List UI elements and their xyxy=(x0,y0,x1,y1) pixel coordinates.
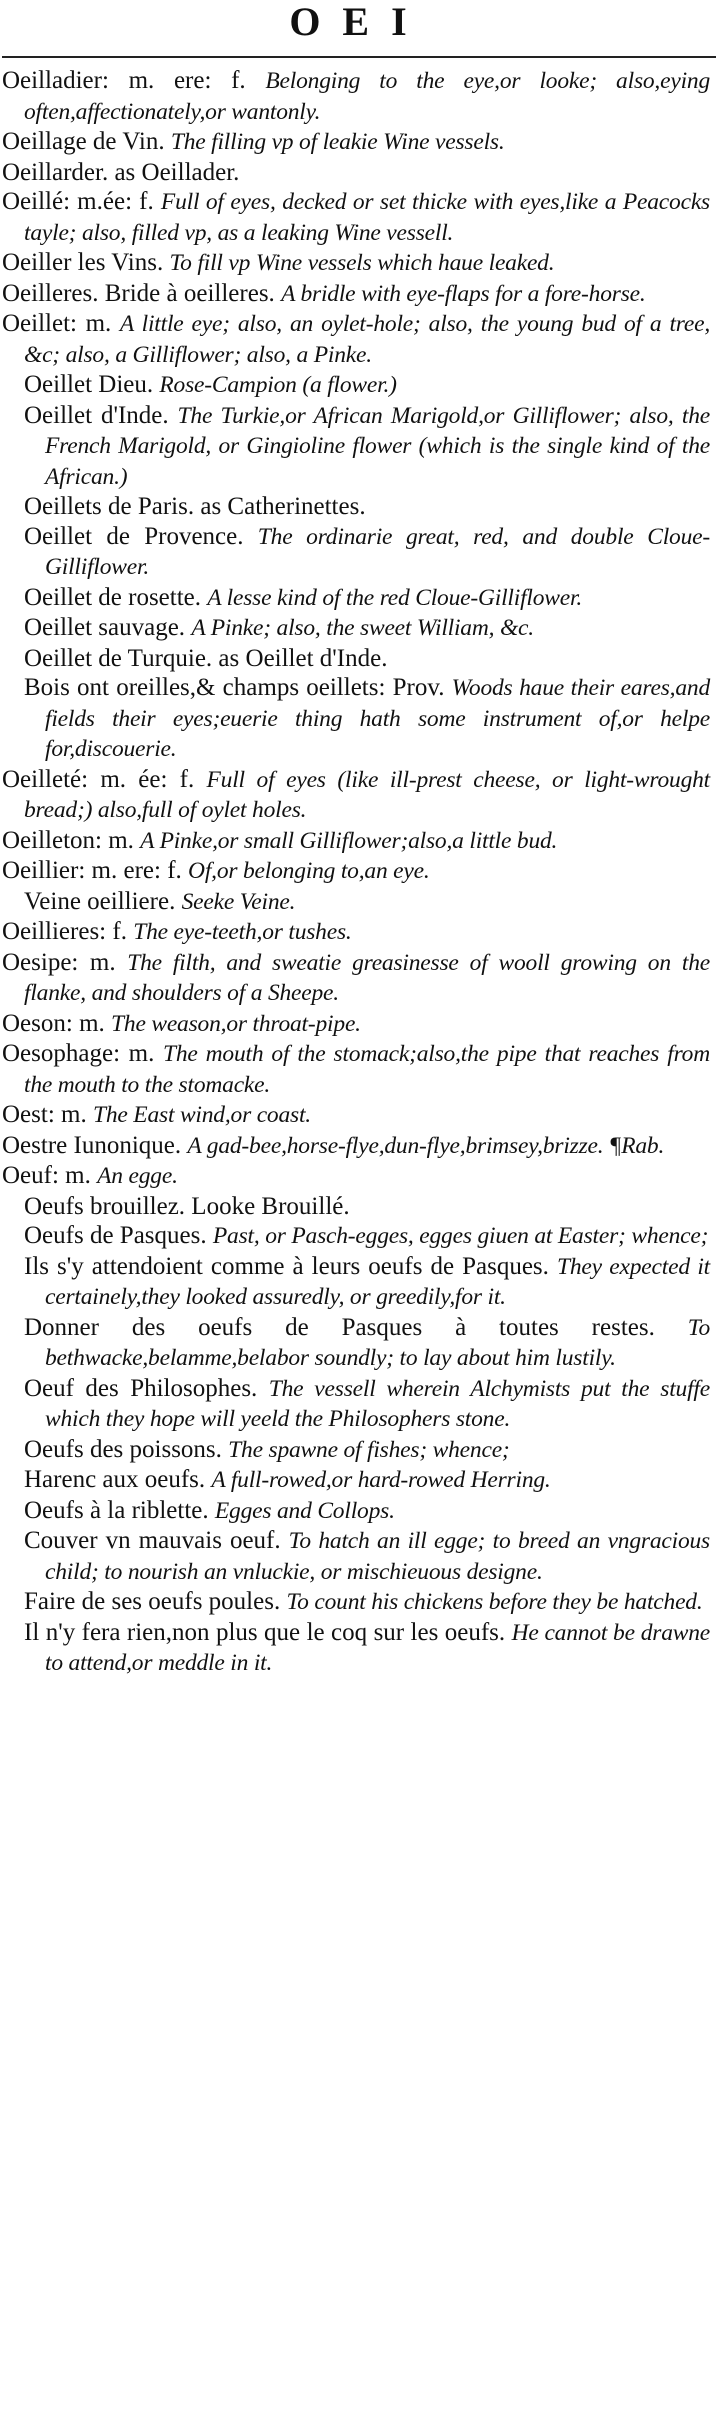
entry-gloss: To hatch an ill egge; to breed an vngracious child; to nourish an vnluckie, or mischieuous designe. xyxy=(45,1528,710,1585)
entry-headword: Oeillarder. as Oeillader. xyxy=(2,158,240,186)
sub-entry xyxy=(2,1252,710,1313)
entry-headword: Oeufs des poissons. xyxy=(24,1435,222,1463)
entry-headword: Oesophage: m. xyxy=(2,1040,155,1067)
sub-entry xyxy=(2,1587,710,1618)
entry-gloss: He cannot be drawne to attend,or meddle in it. xyxy=(45,1619,710,1676)
entry-headword: Oeillet d'Inde. xyxy=(24,401,169,429)
entry-headword: Oeillets de Paris. as Catherinettes. xyxy=(24,493,366,520)
entry-gloss: A little eye; also, an oylet-hole; also, the young bud of a tree, &c; also, a Gilliflower; also, a Pinke. xyxy=(24,311,711,368)
running-head: OEI xyxy=(289,0,429,44)
entry-headword: Oeilleres. Bride à oeilleres. xyxy=(2,279,275,307)
entry-headword: Oeillet sauvage. xyxy=(24,614,186,641)
dictionary-entry xyxy=(2,948,710,1009)
entry-headword: Oeillet de Turquie. as Oeillet d'Inde. xyxy=(24,644,388,672)
sub-entry xyxy=(2,1221,710,1252)
entry-headword: Harenc aux oeufs. xyxy=(24,1466,206,1493)
entry-headword: Oeillage de Vin. xyxy=(2,128,165,155)
dictionary-entry xyxy=(2,1131,710,1162)
entry-headword: Faire de ses oeufs poules. xyxy=(24,1588,281,1615)
entry-gloss: The spawne of fishes; whence; xyxy=(228,1436,510,1463)
entry-gloss: Full of eyes, decked or set thicke with eyes,like a Peacocks tayle; also, filled vp, as a leaking Wine vessell. xyxy=(24,189,710,246)
entry-gloss: Rose-Campion (a flower.) xyxy=(159,372,397,398)
entry-headword: Donner des oeufs de Pasques à toutes restes. xyxy=(24,1313,655,1341)
entry-gloss: An egge. xyxy=(97,1163,178,1189)
sub-entry xyxy=(2,644,710,674)
entry-gloss: To count his chickens before they be hatched. xyxy=(286,1589,703,1615)
entry-gloss: A Pinke,or small Gilliflower;also,a little bud. xyxy=(140,827,558,854)
entry-headword: Oeuf des Philosophes. xyxy=(24,1374,258,1402)
sub-entry xyxy=(2,1618,710,1679)
entry-gloss: Past, or Pasch-egges, egges giuen at Easter; whence; xyxy=(212,1223,709,1249)
entry-gloss: A lesse kind of the red Cloue-Gilliflower. xyxy=(207,584,583,611)
entry-headword: Oeuf: m. xyxy=(2,1162,91,1189)
sub-entry xyxy=(2,401,710,493)
sub-entry xyxy=(2,673,710,765)
dictionary-entry xyxy=(2,765,710,826)
entry-headword: Oeillet: m. xyxy=(2,310,112,337)
dictionary-entry xyxy=(2,66,710,127)
entry-headword: Oeillet Dieu. xyxy=(24,371,154,398)
entry-headword: Oeiller les Vins. xyxy=(2,249,164,276)
entry-gloss: The Turkie,or African Marigold,or Gilliflower; also, the French Marigold, or Gingioline flower (which is the single kind of the African.) xyxy=(45,402,710,490)
entry-gloss: A gad-bee,horse-flye,dun-flye,brimsey,brizze. ¶Rab. xyxy=(187,1132,665,1159)
sub-entry xyxy=(2,370,710,401)
entry-gloss: A Pinke; also, the sweet William, &c. xyxy=(191,615,534,641)
dictionary-entry xyxy=(2,1039,710,1100)
sub-entry xyxy=(2,492,710,522)
sub-entry xyxy=(2,1465,710,1496)
entry-gloss: The filling vp of leakie Wine vessels. xyxy=(170,129,505,155)
sub-entry xyxy=(2,583,710,614)
dictionary-entry xyxy=(2,309,710,370)
dictionary-entry xyxy=(2,826,710,857)
entry-gloss: Egges and Collops. xyxy=(214,1497,395,1524)
dictionary-entry xyxy=(2,917,710,948)
sub-entry xyxy=(2,522,710,583)
dictionary-entry xyxy=(2,856,710,887)
entry-list xyxy=(2,66,710,1679)
dictionary-entry xyxy=(2,1161,710,1192)
entry-gloss: Of,or belonging to,an eye. xyxy=(188,858,430,884)
header-rule xyxy=(2,56,716,58)
entry-headword: Oeillet de rosette. xyxy=(24,583,202,611)
entry-gloss: Full of eyes (like ill-prest cheese, or light-wrought bread;) also,full of oylet holes. xyxy=(24,766,711,823)
entry-headword: Oeillé: m.ée: f. xyxy=(2,188,154,215)
dictionary-entry xyxy=(2,1009,710,1040)
entry-gloss: The East wind,or coast. xyxy=(92,1102,311,1128)
dictionary-entry xyxy=(2,279,710,310)
sub-entry xyxy=(2,1496,710,1527)
sub-entry xyxy=(2,1313,710,1374)
entry-gloss: The filth, and sweatie greasinesse of wooll growing on the flanke, and shoulders of a Sheepe. xyxy=(24,949,710,1006)
dictionary-entry xyxy=(2,248,710,279)
entry-headword: Oestre Iunonique. xyxy=(2,1131,182,1159)
sub-entry xyxy=(2,1192,710,1222)
dictionary-entry xyxy=(2,158,710,188)
entry-headword: Il n'y fera rien,non plus que le coq sur les oeufs. xyxy=(24,1618,506,1646)
entry-gloss: The mouth of the stomack;also,the pipe that reaches from the mouth to the stomacke. xyxy=(24,1041,710,1098)
entry-gloss: The ordinarie great, red, and double Cloue-Gilliflower. xyxy=(45,523,710,580)
entry-gloss: Belonging to the eye,or looke; also,eying often,affectionately,or wantonly. xyxy=(24,68,711,125)
entry-gloss: To bethwacke,belamme,belabor soundly; to lay about him lustily. xyxy=(45,1314,711,1371)
entry-gloss: They expected it certainely,they looked assuredly, or greedily,for it. xyxy=(45,1253,710,1310)
entry-headword: Oeillieres: f. xyxy=(2,918,127,945)
entry-headword: Oeillet de Provence. xyxy=(24,522,244,550)
entry-headword: Oeilleté: m. ée: f. xyxy=(2,765,195,793)
entry-headword: Oeufs de Pasques. xyxy=(24,1222,207,1249)
entry-gloss: A full-rowed,or hard-rowed Herring. xyxy=(211,1467,551,1493)
entry-gloss: Seeke Veine. xyxy=(181,888,296,915)
sub-entry xyxy=(2,613,710,644)
entry-headword: Oest: m. xyxy=(2,1101,87,1128)
entry-headword: Oeilleton: m. xyxy=(2,826,134,854)
entry-headword: Oeilladier: m. ere: f. xyxy=(2,67,246,94)
sub-entry xyxy=(2,887,710,918)
entry-headword: Oeufs brouillez. Looke Brouillé. xyxy=(24,1192,350,1220)
entry-gloss: The eye-teeth,or tushes. xyxy=(133,919,352,945)
entry-gloss: A bridle with eye-flaps for a fore-horse. xyxy=(281,280,646,307)
entry-headword: Oesipe: m. xyxy=(2,948,116,976)
entry-headword: Oeufs à la riblette. xyxy=(24,1496,209,1524)
sub-entry xyxy=(2,1435,710,1466)
dictionary-entry xyxy=(2,187,710,248)
entry-gloss: Woods haue their eares,and fields their eyes;euerie thing hath some instrument of,or helpe for,discouerie. xyxy=(45,675,710,762)
entry-gloss: To fill vp Wine vessels which haue leaked. xyxy=(169,250,555,276)
dictionary-entry xyxy=(2,127,710,158)
entry-gloss: The vessell wherein Alchymists put the stuffe which they hope will yeeld the Philosophers stone. xyxy=(45,1375,710,1432)
entry-headword: Veine oeilliere. xyxy=(24,887,176,915)
entry-headword: Oeillier: m. ere: f. xyxy=(2,857,182,884)
sub-entry xyxy=(2,1374,710,1435)
entry-gloss: The weason,or throat-pipe. xyxy=(111,1010,361,1037)
entry-headword: Couver vn mauvais oeuf. xyxy=(24,1527,281,1554)
entry-headword: Oeson: m. xyxy=(2,1009,105,1037)
entry-headword: Ils s'y attendoient comme à leurs oeufs de Pasques. xyxy=(24,1252,549,1280)
sub-entry xyxy=(2,1526,710,1587)
dictionary-entry xyxy=(2,1100,710,1131)
entry-headword: Bois ont oreilles,& champs oeillets: Prov. xyxy=(24,674,445,701)
